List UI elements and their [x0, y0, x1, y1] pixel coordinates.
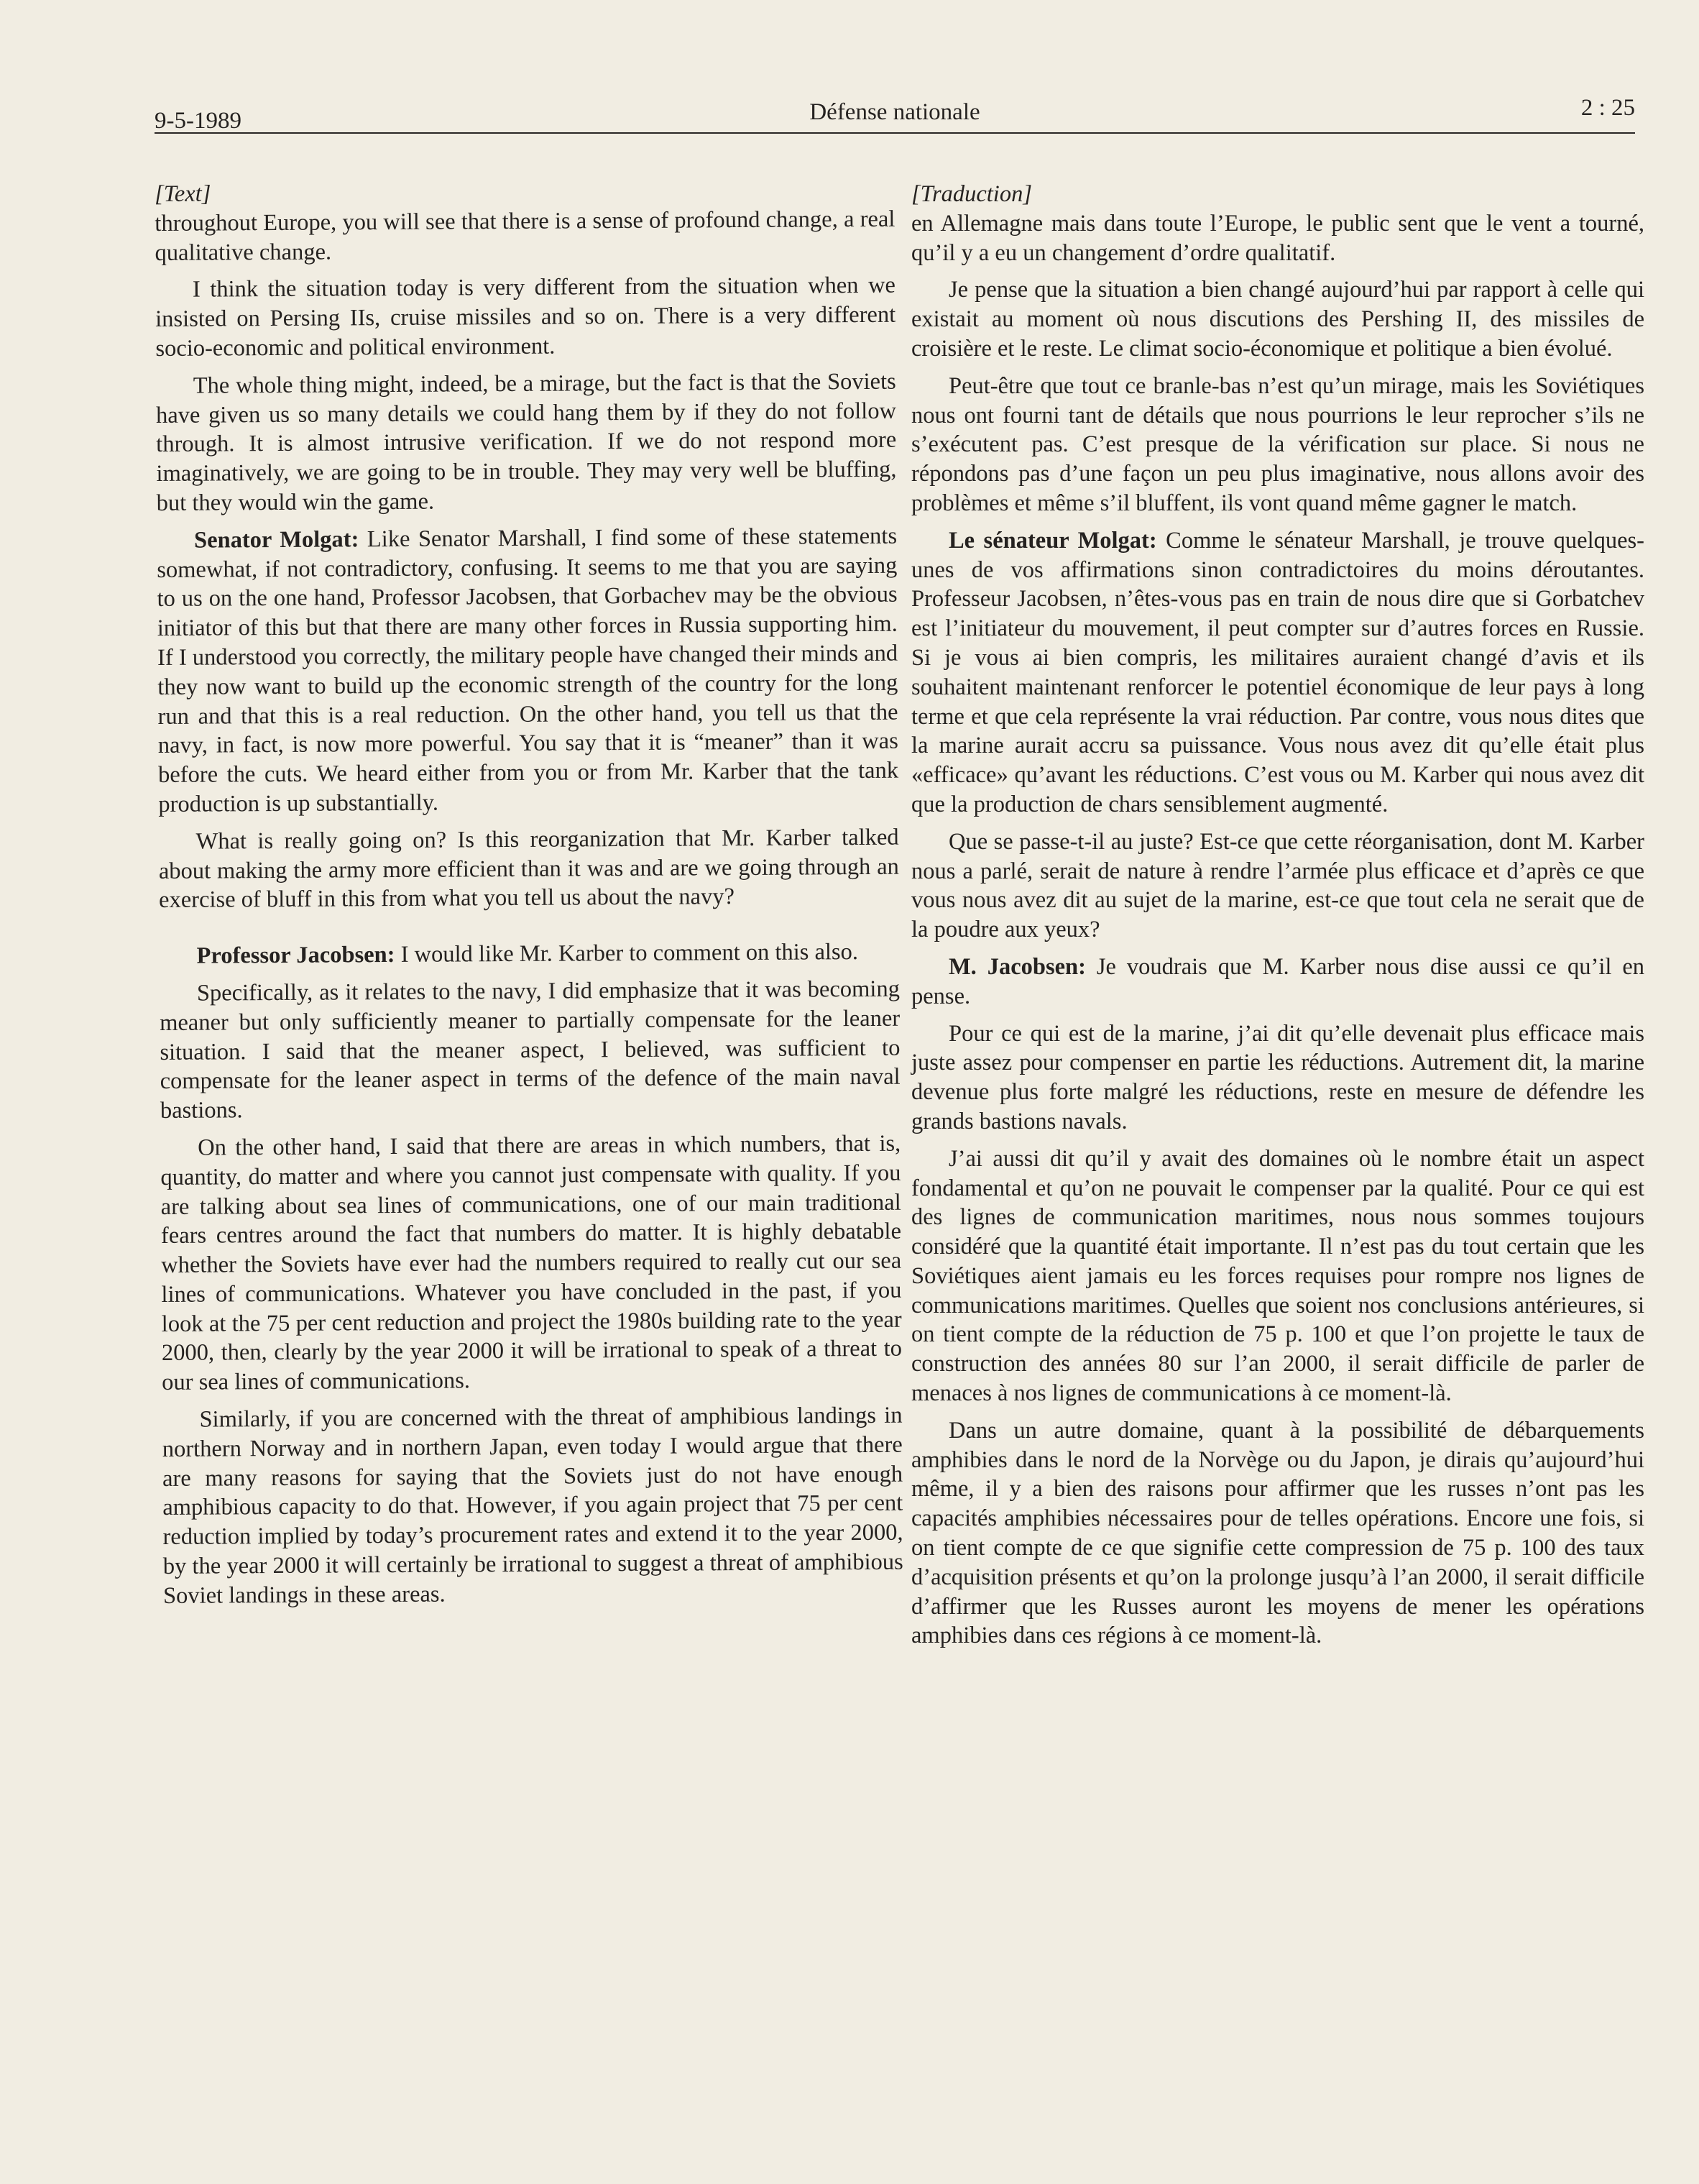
paragraph [159, 937, 899, 971]
paragraph [159, 822, 900, 915]
french-column [911, 180, 1644, 1658]
paragraph [911, 1019, 1644, 1137]
paragraph [155, 271, 896, 364]
paragraph [911, 1144, 1644, 1408]
speaker-name: Professor Jacobsen: [196, 942, 395, 969]
english-column [155, 175, 903, 1619]
paragraph-text: The whole thing might, indeed, be a mirage, but the fact is that the Soviets have given us so many details we could hang them by if they do not follow through. It is almost intrusive verification. If we do not respond more imaginatively, we are going to be in trouble. They may very well be bluffing, but they would win the game. [155, 368, 897, 516]
paragraph-text: Pour ce qui est de la marine, j’ai dit qu’elle devenait plus efficace mais juste assez pour compenser en partie les réductions. Autrement dit, la marine devenue plus forte malgré les réductions, reste en mesure de défendre les grands bastions navals. [911, 1020, 1644, 1134]
paragraph-text: On the other hand, I said that there are areas in which numbers, that is, quantity, do matter and where you cannot just compensate with quality. If you are talking about sea lines of communications, one of our main traditional fears centres around the fact that numbers do matter. It is highly debatable whether the Soviets have ever had the numbers required to really cut our sea lines of communications. Whatever you have concluded in the past, if you look at the 75 per cent reduction and project the 1980s building rate to the year 2000, then, clearly by the year 2000 it will be irrational to speak of a threat to our sea lines of communications. [160, 1130, 903, 1396]
paragraph [160, 1129, 902, 1398]
paragraph [911, 1416, 1644, 1651]
paragraph-text: Je pense que la situation a bien changé aujourd’hui par rapport à celle qui existait au moment où nous discutions des Pershing II, des missiles de croisière et le reste. Le climat socio-économique et politique a bien évolué. [911, 277, 1644, 362]
column-label-text: Text [163, 180, 202, 207]
paragraph [162, 1401, 903, 1611]
column-label: [Traduction] [911, 181, 1032, 207]
paragraph [155, 205, 895, 268]
paragraph-text: Like Senator Marshall, I find some of these statements somewhat, if not contradictory, confusing. It seems to me that you are saying to us on the one hand, Professor Jacobsen, that Gorbachev may be the obvious initiator of this but that there are many other forces in Russia supporting him. If I understood you correctly, the military people have changed their minds and they now want to build up the economic strength of the country for the long run and that this is a real reduction. On the other hand, you tell us that the navy, in fact, is now more powerful. You say that it is “meaner” than it was before the cuts. We heard either from you or from Mr. Karber that the tank production is up substantially. [157, 523, 899, 817]
speaker-name: Le sénateur Molgat: [949, 527, 1157, 554]
header-rule [155, 132, 1635, 134]
paragraph [911, 827, 1644, 945]
paragraph-text: I think the situation today is very different from the situation when we insisted on Persing IIs, cruise missiles and so on. There is a very different socio-economic and political environment. [155, 272, 896, 362]
paragraph-text: J’ai aussi dit qu’il y avait des domaines où le nombre était un aspect fondamental et qu’on ne pouvait le compenser par la qualité. Pour ce qui est des lignes de communication maritimes, nous nous sommes toujours considéré que la quantité était importante. Il n’est pas du tout certain que les Soviétiques aient jamais eu les forces requises pour rompre nos lignes de communications maritimes. Quelles que soient nos conclusions antérieures, si on tient compte de la réduction de 75 p. 100 et que l’on projette le taux de construction des années 80 sur l’an 2000, il serait difficile de parler de menaces à nos lignes de communications à ce moment-là. [911, 1145, 1644, 1407]
paragraph [911, 953, 1644, 1011]
paragraph [911, 372, 1644, 518]
paragraph-text: What is really going on? Is this reorganization that Mr. Karber talked about making the army more efficient than it was and are we going through an exercise of bluff in this from what you tell us about the navy? [158, 824, 899, 914]
speaker-name: M. Jacobsen: [949, 953, 1086, 980]
paragraph [911, 526, 1644, 820]
paragraph-text: I would like Mr. Karber to comment on this also. [400, 939, 859, 968]
paragraph-text: Comme le sénateur Marshall, je trouve quelques-unes de vos affirmations sinon contradictoires du moins déroutantes. Professeur Jacobsen, n’êtes-vous pas en train de nous dire que si Gorbatchev est l’initiateur du mouvement, il peut compter sur d’autres forces en Russie. Si je vous ai bien compris, les militaires auraient changé d’avis et ils souhaitent maintenant renforcer le potentiel économique de leur pays à long terme et que cela représente la vrai réduction. Par contre, vous nous dites que la marine aurait accru sa puissance. Vous nous avez dit qu’elle était plus «efficace» qu’avant les réductions. C’est vous ou M. Karber qui nous avez dit que la production de chars sensiblement augmenté. [911, 527, 1644, 817]
paragraph-text: throughout Europe, you will see that there is a sense of profound change, a real qualitative change. [155, 206, 895, 266]
paragraph-text: Que se passe-t-il au juste? Est-ce que cette réorganisation, dont M. Karber nous a parlé, serait de nature à rendre l’armée plus efficace et d’après ce que vous nous avez dit au sujet de la marine, est-ce que tout cela ne serait que de la poudre aux yeux? [911, 828, 1644, 943]
paragraph [157, 521, 898, 819]
paragraph-text: Je voudrais que M. Karber nous dise aussi ce qu’il en pense. [911, 953, 1644, 1009]
paragraph [160, 975, 901, 1126]
page-header [155, 95, 1635, 135]
paragraph [911, 275, 1644, 363]
speaker-name: Senator Molgat: [193, 526, 359, 554]
header-date: 9-5-1989 [155, 108, 241, 134]
paragraph [911, 209, 1644, 268]
paragraph-text: Specifically, as it relates to the navy, I did emphasize that it was becoming meaner but only sufficiently meaner to partially compensate for the leaner situation. I said that the meaner aspect, I believed, was sufficient to compensate for the leaner aspect in terms of the defence of the main naval bastions. [160, 976, 901, 1124]
header-page-number: 2 : 25 [1580, 95, 1635, 121]
paragraph [156, 367, 897, 518]
paragraph-text: en Allemagne mais dans toute l’Europe, le public sent que le vent a tourné, qu’il y a eu un changement d’ordre qualitatif. [911, 210, 1644, 266]
paragraph-text: Dans un autre domaine, quant à la possibilité de débarquements amphibies dans le nord de la Norvège ou du Japon, je dirais qu’aujourd’hui même, il y a bien des raisons pour affirmer que les russes n’ont pas les capacités amphibies nécessaires pour de telles opérations. Encore une fois, si on tient compte de ce que signifie cette compression de 75 p. 100 des taux d’acquisition présents et qu’on la prolonge jusqu’à l’an 2000, il serait difficile d’affirmer que les Russes auront les moyens de mener les opérations amphibies dans ces régions à ce moment-là. [911, 1417, 1644, 1649]
header-title: Défense nationale [809, 99, 980, 125]
column-label: [Text] [155, 180, 211, 207]
paragraph-text: Similarly, if you are concerned with the threat of amphibious landings in northern Norway and in northern Japan, even today I would argue that there are many reasons for saying that the Soviets just do not have enough amphibious capacity to do that. However, if you again project that 75 per cent reduction implied by today’s procurement rates and extend it to the year 2000, by the year 2000 it will certainly be irrational to suggest a threat of amphibious Soviet landings in these areas. [162, 1402, 903, 1609]
paragraph-text: Peut-être que tout ce branle-bas n’est qu’un mirage, mais les Soviétiques nous ont fourni tant de détails que nous pourrions le leur reprocher s’ils ne s’exécutent pas. C’est presque de la vérification sur place. Si nous ne répondons pas d’une façon un peu plus imaginative, nous allons avoir des problèmes et même s’il bluffent, ils vont quand même gagner le match. [911, 372, 1644, 516]
column-label-text: Traduction [920, 181, 1023, 207]
